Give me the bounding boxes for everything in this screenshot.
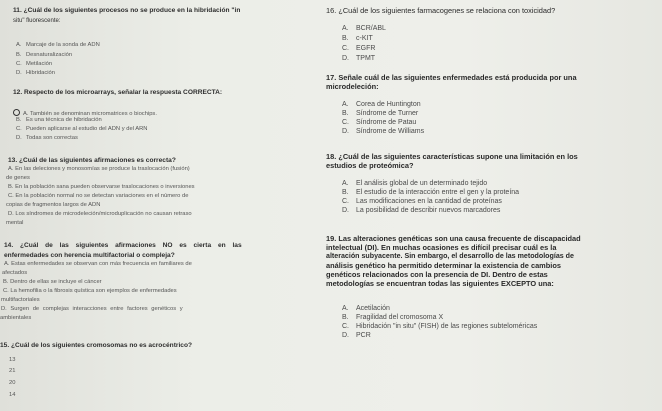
q13-option-d-cont: mental: [6, 220, 24, 226]
q18-option-c[interactable]: C. Las modificaciones en la cantidad de proteínas: [342, 198, 502, 205]
q15-option-2[interactable]: 21: [9, 368, 16, 374]
q14-option-c[interactable]: C. La hemofilia o la fibrosis quística son ejemplos de enfermedades: [3, 288, 177, 294]
q17-option-d[interactable]: D. Síndrome de Williams: [342, 128, 425, 135]
q19-option-d[interactable]: D. PCR: [342, 332, 371, 339]
q12-option-a[interactable]: A. También se denominan micromatrices o biochips.: [13, 109, 157, 118]
q19-text-line5: genéticos relacionados con la presencia de DI. Dentro de estas: [326, 270, 548, 279]
q16-option-d[interactable]: D. TPMT: [342, 55, 376, 62]
q13-option-c[interactable]: C. En la población normal no se detectan variaciones en el número de: [8, 193, 189, 199]
q19-text-line2: intelectual (DI). En muchas ocasiones es difícil precisar cuál es la: [326, 243, 557, 252]
q13-option-c-cont: copias de fragmentos largos de ADN: [6, 202, 101, 208]
q11-option-b[interactable]: B. Desnaturalización: [16, 52, 73, 58]
answer-circle-icon: [13, 109, 20, 116]
q13-option-a[interactable]: A. En las deleciones y monosomías se produce la traslocación (fusión): [8, 166, 190, 172]
q18-text-line1: 18. ¿Cuál de las siguientes características supone una limitación en los: [326, 152, 578, 161]
q12-option-b[interactable]: B. Es una técnica de hibridación: [16, 117, 102, 123]
q14-text-line2: enfermedades con herencia multifactorial o compleja?: [4, 252, 175, 259]
q14-option-a-cont: afectados: [2, 270, 28, 276]
q19-text-line6: metodologías se encuentran todas las siguientes EXCEPTO una:: [326, 279, 554, 288]
q17-option-a[interactable]: A. Corea de Huntington: [342, 101, 421, 108]
q19-text-line4: análisis genético ha permitido determinar la existencia de cambios: [326, 261, 561, 270]
q14-option-a[interactable]: A. Estas enfermedades se observan con más frecuencia en familiares de: [4, 261, 192, 267]
q16-option-a[interactable]: A. BCR/ABL: [342, 25, 386, 32]
q11-option-c[interactable]: C. Metilación: [16, 61, 53, 67]
q19-option-a[interactable]: A. Acetilación: [342, 305, 390, 312]
q11-option-a[interactable]: A. Marcaje de la sonda de ADN: [16, 42, 100, 48]
q15-option-4[interactable]: 14: [9, 392, 16, 398]
q15-text-line1: 15. ¿Cuál de los siguientes cromosomas no es acrocéntrico?: [0, 342, 193, 349]
q16-text-line1: 16. ¿Cuál de los siguientes farmacogenes se relaciona con toxicidad?: [326, 6, 556, 15]
q11-option-d[interactable]: D. Hibridación: [16, 70, 55, 76]
q19-option-b[interactable]: B. Fragilidad del cromosoma X: [342, 314, 444, 321]
q12-option-d[interactable]: D. Todas son correctas: [16, 135, 78, 141]
q17-option-c[interactable]: C. Síndrome de Patau: [342, 119, 417, 126]
q13-option-b[interactable]: B. En la población sana pueden observarse traslocaciones o inversiones: [8, 184, 195, 190]
q17-option-b[interactable]: B. Síndrome de Turner: [342, 110, 419, 117]
q15-option-3[interactable]: 20: [9, 380, 16, 386]
q14-option-c-cont: multifactoriales: [1, 297, 40, 303]
q11-text-line2: situ" fluorescente:: [13, 18, 61, 24]
q17-text-line1: 17. Señale cuál de las siguientes enfermedades está producida por una: [326, 73, 577, 82]
q13-text-line1: 13. ¿Cuál de las siguientes afirmaciones es correcta?: [8, 157, 176, 164]
q19-option-c[interactable]: C. Hibridación "in situ" (FISH) de las regiones subteloméricas: [342, 323, 538, 330]
q14-text-line1: 14. ¿Cuál de las siguientes afirmaciones NO es cierta en las: [4, 242, 242, 249]
q12-text-line1: 12. Respecto de los microarrays, señalar la respuesta CORRECTA:: [13, 89, 223, 96]
q16-option-c[interactable]: C. EGFR: [342, 45, 376, 52]
q18-option-d[interactable]: D. La posibilidad de describir nuevos marcadores: [342, 207, 501, 214]
q16-option-b[interactable]: B. c-KIT: [342, 35, 373, 42]
q13-option-a-cont: de genes: [6, 175, 30, 181]
q13-option-d[interactable]: D. Los síndromes de microdeleción/microduplicación no causan retraso: [8, 211, 192, 217]
q19-text-line1: 19. Las alteraciones genéticas son una causa frecuente de discapacidad: [326, 234, 581, 243]
q12-option-c[interactable]: C. Pueden aplicarse al estudio del ADN y del ARN: [16, 126, 148, 132]
q14-option-b[interactable]: B. Dentro de ellas se incluye el cáncer: [3, 279, 102, 285]
q14-option-d-cont: ambientales: [0, 315, 32, 321]
q14-option-d[interactable]: D. Surgen de complejas interacciones entre factores genéticos y: [1, 306, 183, 312]
q19-text-line3: alteración subyacente. Sin embargo, el desarrollo de las metodologías de: [326, 252, 574, 260]
q17-text-line2: microdeleción:: [326, 82, 379, 91]
q18-option-b[interactable]: B. El estudio de la interacción entre el gen y la proteína: [342, 189, 520, 196]
q18-option-a[interactable]: A. El análisis global de un determinado tejido: [342, 180, 488, 187]
q11-text-line1: 11. ¿Cuál de los siguientes procesos no se produce en la hibridación "in: [13, 7, 241, 14]
q18-text-line2: estudios de proteómica?: [326, 161, 414, 170]
q15-option-1[interactable]: 13: [9, 357, 16, 363]
